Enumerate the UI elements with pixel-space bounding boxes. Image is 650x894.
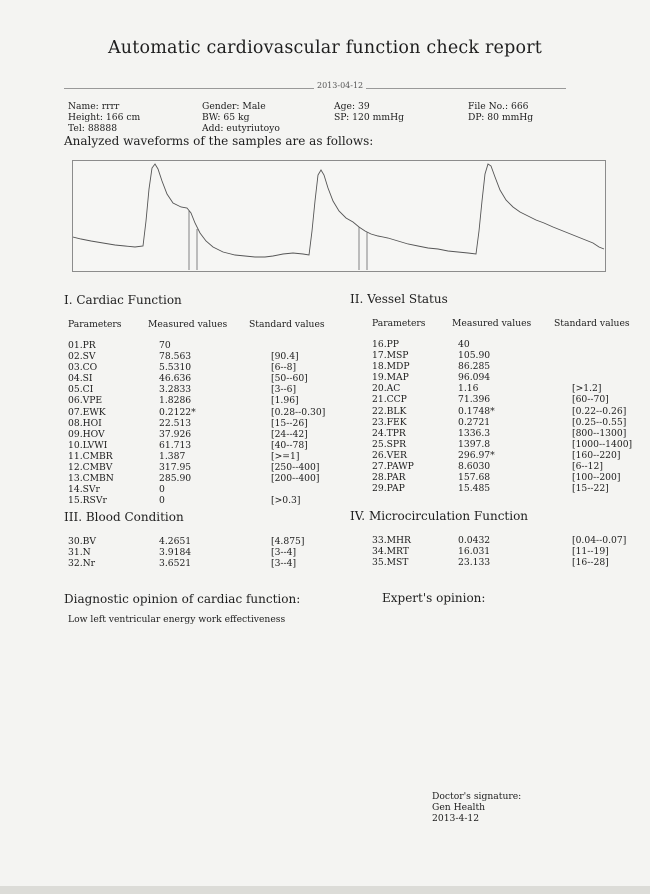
- signature-date: 2013-4-12: [432, 813, 480, 824]
- table-cell-param: 08.HOI: [68, 417, 102, 429]
- table-cell-param: 03.CO: [68, 362, 98, 374]
- micro-param-column: [372, 535, 411, 568]
- table-cell-param: 14.SVr: [68, 484, 100, 496]
- age-label: Age:: [334, 101, 356, 112]
- patient-info-col2: [202, 101, 280, 134]
- blood-section-title: III. Blood Condition: [64, 510, 184, 524]
- table-cell-value: 1.16: [458, 383, 479, 395]
- sp-unit: mmHg: [372, 112, 404, 123]
- blood-standard-column: [271, 536, 304, 569]
- expert-heading: Expert's opinion:: [382, 591, 486, 605]
- table-cell-standard: [3--4]: [271, 547, 297, 559]
- table-cell-value: 37.926: [159, 428, 192, 440]
- table-cell-param: 15.RSVr: [68, 495, 107, 507]
- table-cell-value: 1.387: [159, 450, 186, 462]
- sp-label: SP:: [334, 112, 350, 123]
- table-cell-param: 24.TPR: [372, 427, 406, 439]
- vessel-header-measured: Measured values: [452, 318, 532, 329]
- file-value: 666: [510, 101, 529, 112]
- table-cell-value: 0.2122*: [159, 406, 196, 418]
- height-value: 166: [105, 112, 124, 123]
- table-cell-value: 3.9184: [159, 547, 192, 559]
- table-cell-param: 17.MSP: [372, 350, 409, 362]
- table-cell-value: 70: [159, 340, 171, 351]
- report-date: 2013-04-12: [314, 81, 366, 90]
- table-cell-param: 23.FEK: [372, 416, 407, 428]
- table-cell-param: 27.PAWP: [372, 461, 414, 473]
- table-cell-standard: [0.28--0.30]: [271, 406, 326, 418]
- table-cell-value: 285.90: [159, 473, 192, 485]
- table-cell-standard: [15--26]: [271, 417, 308, 429]
- table-cell-value: 78.563: [159, 351, 192, 363]
- table-cell-value: 1.8286: [159, 395, 192, 407]
- vessel-header-standard: Standard values: [554, 318, 630, 329]
- micro-value-column: [458, 535, 490, 568]
- report-title: Automatic cardiovascular function check report: [107, 38, 543, 58]
- table-cell-value: 3.6521: [159, 558, 192, 570]
- table-cell-value: 317.95: [159, 462, 192, 474]
- table-cell-value: 0: [159, 495, 165, 507]
- table-cell-param: 09.HOV: [68, 428, 105, 440]
- table-cell-param: 32.Nr: [68, 558, 96, 570]
- table-cell-param: 11.CMBR: [68, 450, 113, 462]
- table-cell-standard: [271, 340, 325, 351]
- table-cell-standard: [3--4]: [271, 558, 297, 570]
- patient-info-col3: [334, 101, 404, 123]
- cardiac-header-measured: Measured values: [148, 319, 228, 330]
- micro-section-title: IV. Microcirculation Function: [350, 509, 529, 523]
- micro-standard-column: [572, 535, 626, 568]
- table-cell-standard: [572, 361, 632, 372]
- diagnostic-text: Low left ventricular energy work effectiveness: [68, 614, 286, 625]
- table-cell-standard: [1.96]: [271, 395, 299, 407]
- table-cell-param: 19.MAP: [372, 372, 409, 384]
- gender-value: Male: [242, 101, 266, 112]
- table-cell-standard: [250--400]: [271, 462, 320, 474]
- height-unit: cm: [126, 112, 141, 123]
- vessel-standard-column: [572, 339, 632, 494]
- bw-label: BW:: [202, 112, 221, 123]
- table-cell-standard: [572, 350, 632, 361]
- table-cell-param: 29.PAP: [372, 483, 405, 495]
- tel-label: Tel:: [68, 123, 85, 134]
- table-cell-param: 20.AC: [372, 383, 401, 395]
- age-value: 39: [357, 101, 370, 112]
- signature-label: Doctor's signature:: [432, 791, 522, 802]
- file-label: File No.:: [468, 101, 509, 112]
- table-cell-standard: [50--60]: [271, 373, 308, 385]
- table-cell-param: 35.MST: [372, 557, 409, 569]
- table-cell-standard: [271, 484, 325, 495]
- patient-info-col4: [468, 101, 533, 123]
- table-cell-param: 06.VPE: [68, 395, 103, 407]
- table-cell-value: 16.031: [458, 546, 491, 558]
- table-cell-param: 34.MRT: [372, 546, 409, 558]
- bw-value: 65: [223, 112, 236, 123]
- table-cell-standard: [>=1]: [271, 450, 300, 462]
- table-cell-standard: [160--220]: [572, 449, 621, 461]
- table-cell-standard: [15--22]: [572, 483, 609, 495]
- table-cell-param: 04.SI: [68, 373, 93, 385]
- add-value: eutyriutoyo: [226, 123, 280, 134]
- vessel-header-parameters: Parameters: [372, 318, 426, 329]
- waveform-heading: Analyzed waveforms of the samples are as follows:: [64, 134, 374, 148]
- blood-param-column: [68, 536, 96, 569]
- table-cell-standard: [100--200]: [572, 472, 621, 484]
- table-cell-value: 15.485: [458, 483, 491, 495]
- tel-value: 88888: [87, 123, 118, 134]
- table-cell-standard: [6--12]: [572, 461, 603, 473]
- table-cell-param: 18.MDP: [372, 361, 410, 373]
- page-edge: [0, 886, 650, 894]
- vessel-value-column: [458, 339, 495, 494]
- table-cell-value: 71.396: [458, 394, 491, 406]
- table-cell-param: 31.N: [68, 547, 91, 559]
- add-label: Add:: [202, 123, 224, 134]
- pulse-waveform: [73, 164, 604, 257]
- table-cell-param: 05.CI: [68, 384, 94, 396]
- table-cell-standard: [800--1300]: [572, 427, 627, 439]
- table-cell-value: 0.1748*: [458, 405, 495, 417]
- table-cell-standard: [1000--1400]: [572, 438, 633, 450]
- vessel-section-title: II. Vessel Status: [350, 292, 448, 306]
- table-cell-value: 0.2721: [458, 416, 491, 428]
- table-cell-param: 07.EWK: [68, 406, 106, 418]
- table-cell-standard: [11--19]: [572, 546, 609, 558]
- table-cell-param: 22.BLK: [372, 405, 407, 417]
- name-label: Name:: [68, 101, 99, 112]
- table-cell-value: 61.713: [159, 439, 192, 451]
- table-cell-value: 1336.3: [458, 427, 491, 439]
- height-label: Height:: [68, 112, 103, 123]
- table-cell-value: 1397.8: [458, 438, 491, 450]
- table-cell-value: 40: [458, 339, 470, 350]
- table-cell-param: 28.PAR: [372, 472, 406, 484]
- table-cell-value: 157.68: [458, 472, 491, 484]
- table-cell-standard: [60--70]: [572, 394, 609, 406]
- table-cell-value: 3.2833: [159, 384, 192, 396]
- table-cell-standard: [0.22--0.26]: [572, 405, 627, 417]
- sp-value: 120: [352, 112, 370, 123]
- table-cell-standard: [3--6]: [271, 384, 297, 396]
- table-cell-value: 8.6030: [458, 461, 491, 473]
- gender-label: Gender:: [202, 101, 240, 112]
- table-cell-standard: [16--28]: [572, 557, 609, 569]
- table-cell-param: 21.CCP: [372, 394, 407, 406]
- table-cell-value: 46.636: [159, 373, 192, 385]
- table-cell-param: 10.LVWI: [68, 439, 108, 451]
- signature-block: [432, 791, 521, 824]
- table-cell-param: 30.BV: [68, 536, 96, 547]
- table-cell-standard: [0.04--0.07]: [572, 535, 627, 546]
- cardiac-section-title: I. Cardiac Function: [64, 293, 182, 307]
- table-cell-value: 105.90: [458, 350, 491, 362]
- table-cell-standard: [>1.2]: [572, 383, 602, 395]
- table-cell-value: 86.285: [458, 361, 491, 373]
- waveform-chart: [72, 160, 606, 272]
- waveform-svg: [73, 161, 605, 271]
- patient-info-col1: [68, 101, 140, 134]
- blood-value-column: [159, 536, 191, 569]
- table-cell-standard: [24--42]: [271, 428, 308, 440]
- table-cell-param: 02.SV: [68, 351, 96, 363]
- table-cell-standard: [4.875]: [271, 536, 305, 547]
- table-cell-param: 25.SPR: [372, 438, 407, 450]
- table-cell-value: 296.97*: [458, 449, 495, 461]
- table-cell-standard: [572, 339, 632, 350]
- cardiac-standard-column: [271, 340, 325, 506]
- table-cell-standard: [40--78]: [271, 439, 308, 451]
- cardiac-param-column: [68, 340, 114, 506]
- bw-unit: kg: [238, 112, 250, 123]
- table-cell-param: 12.CMBV: [68, 462, 113, 474]
- table-cell-standard: [572, 372, 632, 383]
- table-cell-param: 33.MHR: [372, 535, 411, 546]
- signature-name: Gen Health: [432, 802, 486, 813]
- table-cell-value: 22.513: [159, 417, 192, 429]
- table-cell-param: 01.PR: [68, 340, 96, 351]
- dp-value: 80: [487, 112, 499, 123]
- table-cell-standard: [90.4]: [271, 351, 299, 363]
- table-cell-value: 4.2651: [159, 536, 192, 547]
- cardiac-value-column: [159, 340, 196, 506]
- table-cell-param: 13.CMBN: [68, 473, 114, 485]
- table-cell-standard: [>0.3]: [271, 495, 301, 507]
- dp-unit: mmHg: [501, 112, 534, 123]
- name-value: rrrr: [101, 101, 120, 112]
- table-cell-value: 96.094: [458, 372, 491, 384]
- dp-label: DP:: [468, 112, 485, 123]
- table-cell-value: 0: [159, 484, 165, 496]
- table-cell-standard: [6--8]: [271, 362, 297, 374]
- table-cell-standard: [200--400]: [271, 473, 320, 485]
- table-cell-standard: [0.25--0.55]: [572, 416, 627, 428]
- cardiac-header-parameters: Parameters: [68, 319, 122, 330]
- table-cell-value: 23.133: [458, 557, 491, 569]
- table-cell-value: 5.5310: [159, 362, 192, 374]
- diagnostic-heading: Diagnostic opinion of cardiac function:: [64, 592, 301, 606]
- table-cell-param: 16.PP: [372, 339, 399, 350]
- table-cell-value: 0.0432: [458, 535, 491, 546]
- vessel-param-column: [372, 339, 414, 494]
- table-cell-param: 26.VER: [372, 449, 407, 461]
- cardiac-header-standard: Standard values: [249, 319, 325, 330]
